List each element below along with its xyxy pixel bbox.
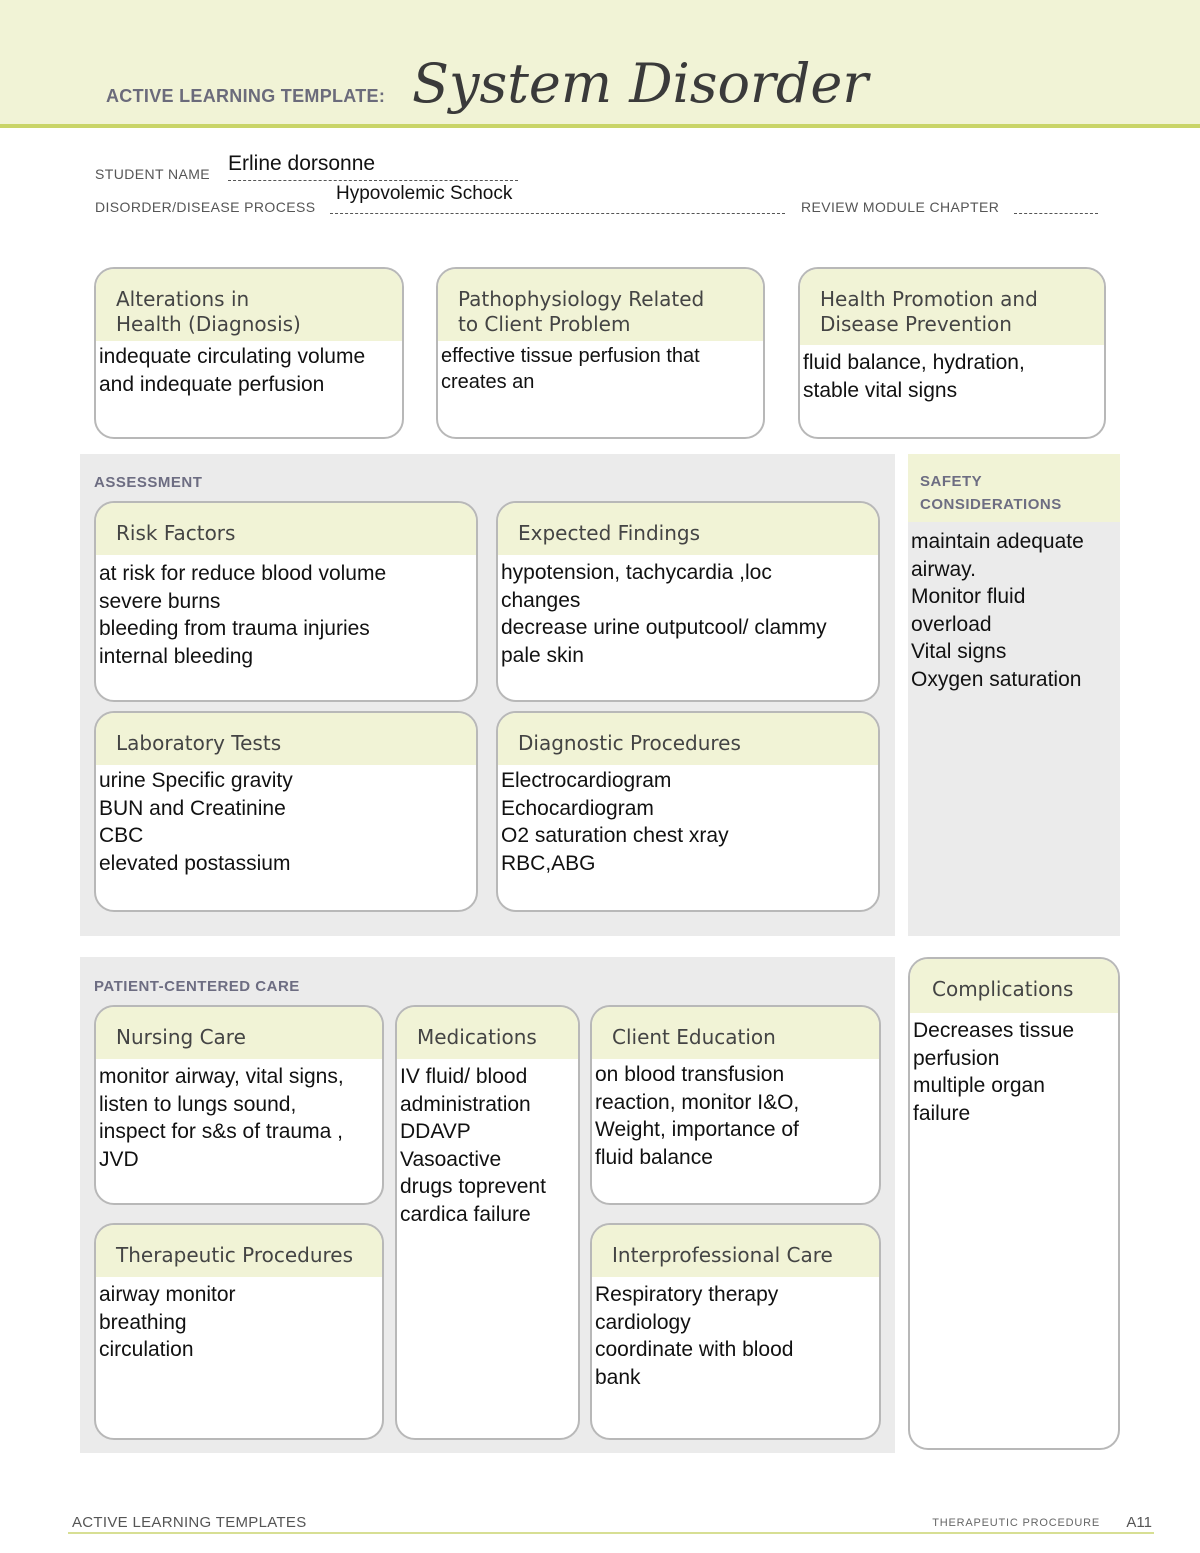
nursing-care-box [94, 1005, 384, 1205]
student-name-label: STUDENT NAME [95, 166, 210, 182]
footer-right-text: THERAPEUTIC PROCEDURE [932, 1517, 1100, 1529]
health-promotion-title: Health Promotion and Disease Prevention [800, 269, 1104, 345]
interprofessional-care-title: Interprofessional Care [592, 1225, 879, 1277]
laboratory-tests-title: Laboratory Tests [96, 713, 476, 765]
footer-left-text: ACTIVE LEARNING TEMPLATES [72, 1514, 307, 1531]
footer-rule [68, 1532, 1154, 1534]
medications-content[interactable]: IV fluid/ blood administration DDAVP Vasoactive drugs toprevent cardica failure [400, 1065, 546, 1226]
alterations-box [94, 267, 404, 439]
interprofessional-care-content[interactable]: Respiratory therapy cardiology coordinate with blood bank [595, 1283, 794, 1389]
diagnostic-procedures-content[interactable]: Electrocardiogram Echocardiogram O2 saturation chest xray RBC,ABG [501, 769, 729, 875]
interprofessional-care-box [590, 1223, 881, 1440]
client-education-title: Client Education [592, 1007, 879, 1059]
disorder-line [330, 213, 785, 214]
risk-factors-content[interactable]: at risk for reduce blood volume severe burns bleeding from trauma injuries internal bleeding [99, 562, 387, 668]
risk-factors-title: Risk Factors [96, 503, 476, 555]
template-label: ACTIVE LEARNING TEMPLATE: [106, 86, 386, 106]
pathophysiology-content[interactable]: effective tissue perfusion that creates an [441, 345, 700, 393]
therapeutic-procedures-box [94, 1223, 384, 1440]
footer-page-number: A11 [1126, 1514, 1152, 1531]
review-module-label: REVIEW MODULE CHAPTER [801, 199, 1000, 215]
complications-title: Complications [910, 959, 1118, 1013]
alterations-title: Alterations in Health (Diagnosis) [96, 269, 402, 341]
safety-panel [908, 454, 1120, 936]
risk-factors-box [94, 501, 478, 702]
therapeutic-procedures-title: Therapeutic Procedures [96, 1225, 382, 1277]
diagnostic-procedures-title: Diagnostic Procedures [498, 713, 878, 765]
assessment-label: ASSESSMENT [94, 474, 203, 491]
student-name-line [228, 180, 518, 181]
header-rule [0, 124, 1200, 128]
alterations-content[interactable]: indequate circulating volume and indequate perfusion [99, 345, 366, 396]
medications-box [395, 1005, 580, 1440]
complications-content[interactable]: Decreases tissue perfusion multiple organ failure [913, 1019, 1075, 1125]
student-name-field[interactable]: Erline dorsonne [228, 152, 376, 175]
laboratory-tests-box [94, 711, 478, 912]
nursing-care-content[interactable]: monitor airway, vital signs, listen to lungs sound, inspect for s&s of trauma , JVD [99, 1065, 344, 1171]
health-promotion-content[interactable]: fluid balance, hydration, stable vital signs [803, 351, 1025, 402]
nursing-care-title: Nursing Care [96, 1007, 382, 1059]
therapeutic-procedures-content[interactable]: airway monitor breathing circulation [99, 1283, 236, 1361]
disorder-label: DISORDER/DISEASE PROCESS [95, 199, 316, 215]
medications-title: Medications [397, 1007, 578, 1059]
pathophysiology-box [436, 267, 765, 439]
expected-findings-title: Expected Findings [498, 503, 878, 555]
complications-box [908, 957, 1120, 1450]
template-title: System Disorder [412, 52, 869, 115]
safety-content[interactable]: maintain adequate airway. Monitor fluid overload Vital signs Oxygen saturation [911, 530, 1084, 691]
health-promotion-box [798, 267, 1106, 439]
diagnostic-procedures-box [496, 711, 880, 912]
pathophysiology-title: Pathophysiology Related to Client Problem [438, 269, 763, 341]
patient-care-label: PATIENT-CENTERED CARE [94, 978, 300, 995]
safety-title: SAFETY CONSIDERATIONS [908, 454, 1120, 522]
expected-findings-content[interactable]: hypotension, tachycardia ,loc changes decrease urine outputcool/ clammy pale skin [501, 561, 827, 667]
review-module-field[interactable] [1014, 213, 1098, 214]
client-education-box [590, 1005, 881, 1205]
client-education-content[interactable]: on blood transfusion reaction, monitor I&O, Weight, importance of fluid balance [595, 1063, 800, 1169]
disorder-field[interactable]: Hypovolemic Schock [336, 183, 513, 204]
expected-findings-box [496, 501, 880, 702]
laboratory-tests-content[interactable]: urine Specific gravity BUN and Creatinine CBC elevated postassium [99, 769, 293, 875]
